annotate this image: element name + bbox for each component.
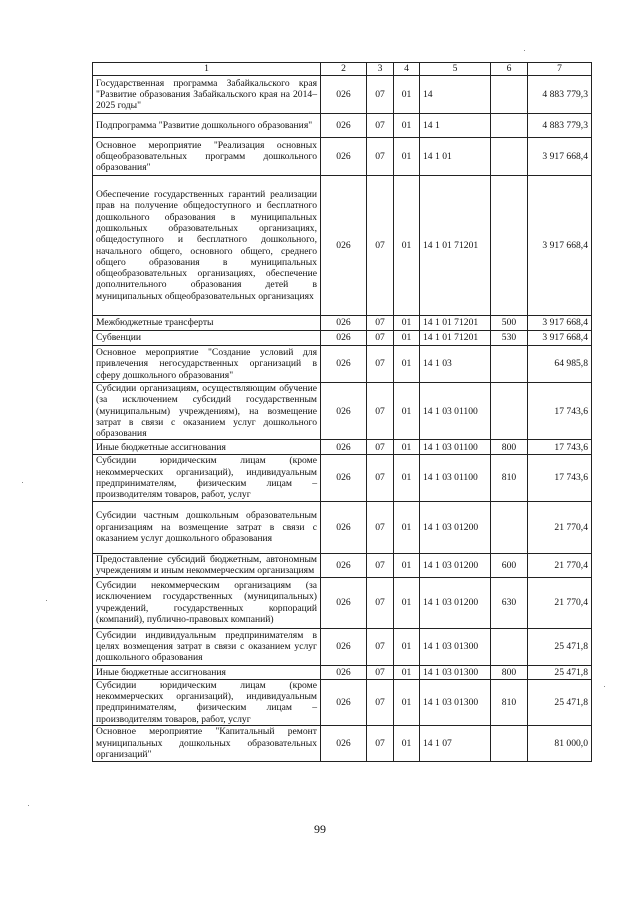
subsection-code-cell: 01 (394, 665, 420, 679)
section-code-cell: 07 (367, 501, 394, 553)
amount-cell: 64 985,8 (528, 346, 592, 383)
amount-cell: 21 770,4 (528, 553, 592, 577)
section-code-cell: 07 (367, 114, 394, 138)
expense-type-cell: 800 (491, 665, 528, 679)
row-name-cell: Межбюджетные трансферты (93, 316, 321, 331)
row-name-cell: Государственная программа Забайкальского края "Развитие образования Забайкальского края на 2014–2025 годы" (93, 76, 321, 114)
subsection-code-cell: 01 (394, 679, 420, 725)
column-header: 6 (491, 63, 528, 76)
row-name-cell: Иные бюджетные ассигнования (93, 665, 321, 679)
column-header: 5 (420, 63, 491, 76)
section-code-cell: 07 (367, 665, 394, 679)
target-article-cell: 14 1 03 01300 (420, 628, 491, 665)
subsection-code-cell: 01 (394, 331, 420, 346)
column-header: 3 (367, 63, 394, 76)
column-header: 1 (93, 63, 321, 76)
target-article-cell: 14 1 01 (420, 138, 491, 176)
ministry-code-cell: 026 (321, 440, 367, 455)
expense-type-cell: 800 (491, 440, 528, 455)
expense-type-cell: 810 (491, 679, 528, 725)
amount-cell: 17 743,6 (528, 455, 592, 501)
ministry-code-cell: 026 (321, 665, 367, 679)
amount-cell: 3 917 668,4 (528, 316, 592, 331)
amount-cell: 25 471,8 (528, 628, 592, 665)
expense-type-cell: 530 (491, 331, 528, 346)
table-row (93, 725, 592, 761)
ministry-code-cell: 026 (321, 553, 367, 577)
ministry-code-cell: 026 (321, 501, 367, 553)
row-name-cell: Субсидии юридическим лицам (кроме некоммерческих организаций), индивидуальным предпринимателям, физическим лицам – производителям товаров, работ, услуг (93, 679, 321, 725)
section-code-cell: 07 (367, 138, 394, 176)
scan-speck (524, 50, 525, 51)
row-name-cell: Субсидии юридическим лицам (кроме некоммерческих организаций), индивидуальным предпринимателям, физическим лицам – производителям товаров, работ, услуг (93, 455, 321, 501)
section-code-cell: 07 (367, 553, 394, 577)
target-article-cell: 14 1 (420, 114, 491, 138)
row-name-cell: Субсидии организациям, осуществляющим обучение (за исключением субсидий государственным (муниципальным) учреждениям), на возмещение затрат в связи с оказанием услуг дошкольного образования (93, 383, 321, 440)
amount-cell: 25 471,8 (528, 679, 592, 725)
scan-speck (604, 686, 605, 687)
ministry-code-cell: 026 (321, 679, 367, 725)
section-code-cell: 07 (367, 383, 394, 440)
target-article-cell: 14 1 01 71201 (420, 176, 491, 316)
ministry-code-cell: 026 (321, 577, 367, 628)
row-name-cell: Субвенции (93, 331, 321, 346)
table-row (93, 346, 592, 383)
subsection-code-cell: 01 (394, 383, 420, 440)
ministry-code-cell: 026 (321, 114, 367, 138)
column-header: 4 (394, 63, 420, 76)
ministry-code-cell: 026 (321, 455, 367, 501)
table-row (93, 331, 592, 346)
section-code-cell: 07 (367, 346, 394, 383)
section-code-cell: 07 (367, 76, 394, 114)
table-header-row (93, 63, 592, 76)
ministry-code-cell: 026 (321, 346, 367, 383)
section-code-cell: 07 (367, 679, 394, 725)
row-name-cell: Иные бюджетные ассигнования (93, 440, 321, 455)
amount-cell: 17 743,6 (528, 383, 592, 440)
subsection-code-cell: 01 (394, 346, 420, 383)
subsection-code-cell: 01 (394, 114, 420, 138)
expense-type-cell: 810 (491, 455, 528, 501)
amount-cell: 4 883 779,3 (528, 76, 592, 114)
row-name-cell: Основное мероприятие "Капитальный ремонт муниципальных дошкольных образовательных организаций" (93, 725, 321, 761)
amount-cell: 17 743,6 (528, 440, 592, 455)
subsection-code-cell: 01 (394, 553, 420, 577)
target-article-cell: 14 1 03 01300 (420, 665, 491, 679)
expense-type-cell (491, 176, 528, 316)
target-article-cell: 14 1 01 71201 (420, 331, 491, 346)
row-name-cell: Субсидии индивидуальным предпринимателям в целях возмещения затрат в связи с оказанием услуг дошкольного образования (93, 628, 321, 665)
section-code-cell: 07 (367, 440, 394, 455)
section-code-cell: 07 (367, 316, 394, 331)
ministry-code-cell: 026 (321, 176, 367, 316)
subsection-code-cell: 01 (394, 577, 420, 628)
amount-cell: 81 000,0 (528, 725, 592, 761)
amount-cell: 25 471,8 (528, 665, 592, 679)
amount-cell: 3 917 668,4 (528, 331, 592, 346)
expense-type-cell (491, 628, 528, 665)
expense-type-cell: 600 (491, 553, 528, 577)
table-row (93, 679, 592, 725)
amount-cell: 21 770,4 (528, 501, 592, 553)
table-row (93, 665, 592, 679)
target-article-cell: 14 1 03 01200 (420, 577, 491, 628)
ministry-code-cell: 026 (321, 76, 367, 114)
expense-type-cell (491, 76, 528, 114)
row-name-cell: Основное мероприятие "Создание условий для привлечения негосударственных организаций в сферу дошкольного образования" (93, 346, 321, 383)
ministry-code-cell: 026 (321, 316, 367, 331)
budget-table (92, 62, 592, 762)
row-name-cell: Обеспечение государственных гарантий реализации прав на получение общедоступного и бесплатного дошкольного образования в муниципальных дошкольных образовательных организациях, общедоступного и бесплатного дошкольного, начального общего, основного общего, среднего общего образования в муниципальных общеобразовательных организациях, обеспечение дополнительного образования детей в муниципальных общеобразовательных организациях (93, 176, 321, 316)
table-row (93, 501, 592, 553)
expense-type-cell (491, 501, 528, 553)
target-article-cell: 14 1 03 01100 (420, 455, 491, 501)
subsection-code-cell: 01 (394, 455, 420, 501)
amount-cell: 21 770,4 (528, 577, 592, 628)
subsection-code-cell: 01 (394, 628, 420, 665)
subsection-code-cell: 01 (394, 316, 420, 331)
ministry-code-cell: 026 (321, 383, 367, 440)
section-code-cell: 07 (367, 577, 394, 628)
row-name-cell: Субсидии частным дошкольным образовательным организациям на возмещение затрат в связи с оказанием услуг дошкольного образования (93, 501, 321, 553)
row-name-cell: Предоставление субсидий бюджетным, автономным учреждениям и иным некоммерческим организациям (93, 553, 321, 577)
row-name-cell: Субсидии некоммерческим организациям (за исключением государственных (муниципальных) учреждений, государственных корпораций (компаний), публично-правовых компаний) (93, 577, 321, 628)
column-header: 7 (528, 63, 592, 76)
expense-type-cell (491, 138, 528, 176)
expense-type-cell: 500 (491, 316, 528, 331)
target-article-cell: 14 1 07 (420, 725, 491, 761)
ministry-code-cell: 026 (321, 628, 367, 665)
table-row (93, 76, 592, 114)
expense-type-cell (491, 725, 528, 761)
column-header: 2 (321, 63, 367, 76)
scan-speck (22, 482, 23, 483)
table-row (93, 114, 592, 138)
ministry-code-cell: 026 (321, 725, 367, 761)
table-row (93, 577, 592, 628)
subsection-code-cell: 01 (394, 440, 420, 455)
expense-type-cell (491, 114, 528, 138)
table-row (93, 138, 592, 176)
target-article-cell: 14 1 03 01100 (420, 383, 491, 440)
subsection-code-cell: 01 (394, 725, 420, 761)
subsection-code-cell: 01 (394, 138, 420, 176)
expense-type-cell: 630 (491, 577, 528, 628)
section-code-cell: 07 (367, 628, 394, 665)
row-name-cell: Подпрограмма "Развитие дошкольного образования" (93, 114, 321, 138)
ministry-code-cell: 026 (321, 138, 367, 176)
amount-cell: 4 883 779,3 (528, 114, 592, 138)
section-code-cell: 07 (367, 331, 394, 346)
target-article-cell: 14 1 03 (420, 346, 491, 383)
table-row (93, 628, 592, 665)
row-name-cell: Основное мероприятие "Реализация основных общеобразовательных программ дошкольного образования" (93, 138, 321, 176)
table-row (93, 383, 592, 440)
table-row (93, 553, 592, 577)
table-row (93, 440, 592, 455)
amount-cell: 3 917 668,4 (528, 176, 592, 316)
page-number: 99 (314, 822, 326, 836)
target-article-cell: 14 1 03 01200 (420, 553, 491, 577)
ministry-code-cell: 026 (321, 331, 367, 346)
table-row (93, 455, 592, 501)
section-code-cell: 07 (367, 176, 394, 316)
target-article-cell: 14 1 03 01300 (420, 679, 491, 725)
subsection-code-cell: 01 (394, 76, 420, 114)
amount-cell: 3 917 668,4 (528, 138, 592, 176)
expense-type-cell (491, 383, 528, 440)
scan-speck (46, 600, 47, 601)
table-row (93, 316, 592, 331)
target-article-cell: 14 1 03 01100 (420, 440, 491, 455)
table-row (93, 176, 592, 316)
subsection-code-cell: 01 (394, 501, 420, 553)
expense-type-cell (491, 346, 528, 383)
section-code-cell: 07 (367, 725, 394, 761)
target-article-cell: 14 1 01 71201 (420, 316, 491, 331)
target-article-cell: 14 (420, 76, 491, 114)
section-code-cell: 07 (367, 455, 394, 501)
target-article-cell: 14 1 03 01200 (420, 501, 491, 553)
subsection-code-cell: 01 (394, 176, 420, 316)
scan-speck (28, 805, 29, 806)
